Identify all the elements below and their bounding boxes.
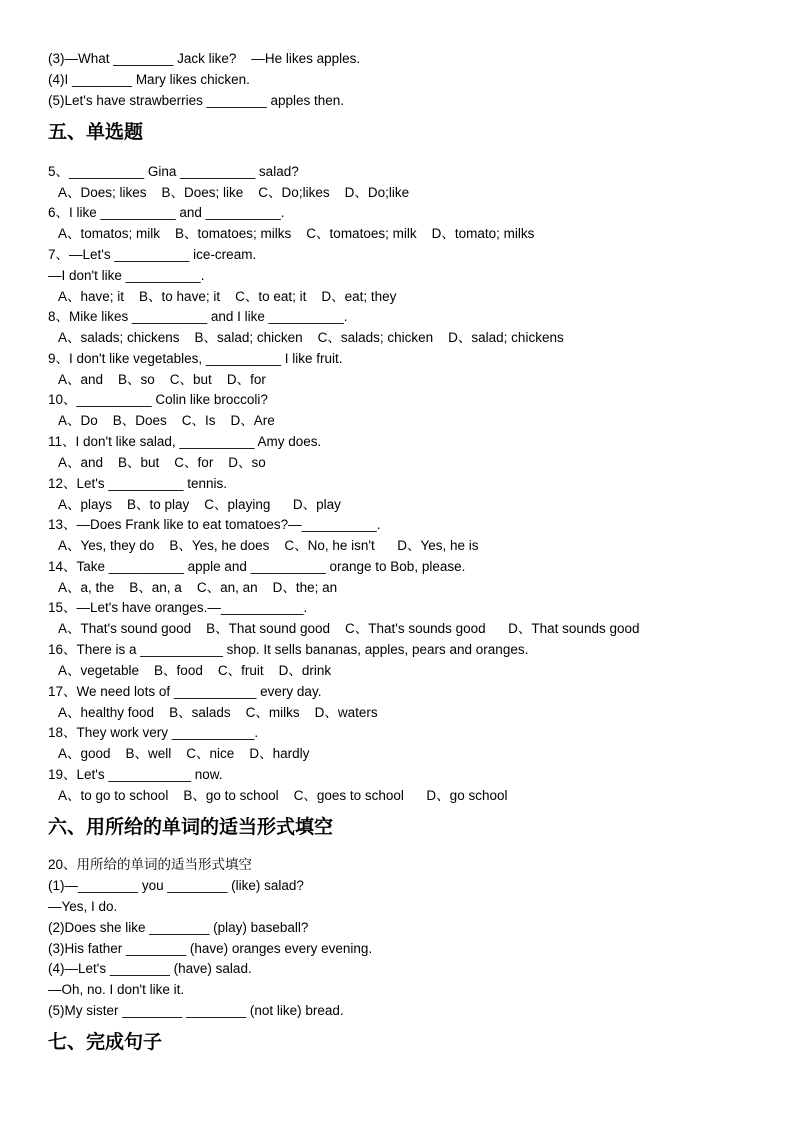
section-5-heading: 五、单选题 [48, 121, 144, 143]
options-15: A、That's sound good B、That sound good C、That's sounds good D、That sounds good [58, 621, 640, 636]
question-20-5: (5)My sister ________ ________ (not like) bread. [48, 1003, 344, 1018]
options-12: A、plays B、to play C、playing D、play [58, 497, 341, 512]
question-18: 18、They work very ___________. [48, 725, 259, 740]
options-11: A、and B、but C、for D、so [58, 455, 266, 470]
options-8: A、salads; chickens B、salad; chicken C、salads; chicken D、salad; chickens [58, 330, 564, 345]
options-7: A、have; it B、to have; it C、to eat; it D、eat; they [58, 289, 397, 304]
question-20-2: (2)Does she like ________ (play) baseball? [48, 920, 309, 935]
question-17: 17、We need lots of ___________ every day. [48, 684, 322, 699]
question-10: 10、__________ Colin like broccoli? [48, 392, 268, 407]
options-14: A、a, the B、an, a C、an, an D、the; an [58, 580, 338, 595]
question-7-reply: —I don't like __________. [48, 268, 205, 283]
options-18: A、good B、well C、nice D、hardly [58, 746, 310, 761]
question-20-1: (1)—________ you ________ (like) salad? [48, 878, 304, 893]
question-12: 12、Let's __________ tennis. [48, 476, 227, 491]
section-6-heading: 六、用所给的单词的适当形式填空 [48, 816, 334, 838]
question-13: 13、—Does Frank like to eat tomatoes?—__________. [48, 517, 381, 532]
options-13: A、Yes, they do B、Yes, he does C、No, he isn't D、Yes, he is [58, 538, 479, 553]
question-20-1-reply: —Yes, I do. [48, 899, 118, 914]
question-19: 19、Let's ___________ now. [48, 767, 223, 782]
question-16: 16、There is a ___________ shop. It sells bananas, apples, pears and oranges. [48, 642, 529, 657]
question-7: 7、—Let's __________ ice-cream. [48, 247, 257, 262]
question-4-3: (3)—What ________ Jack like? —He likes apples. [48, 51, 361, 66]
options-17: A、healthy food B、salads C、milks D、waters [58, 705, 378, 720]
question-6: 6、I like __________ and __________. [48, 205, 285, 220]
question-14: 14、Take __________ apple and __________ orange to Bob, please. [48, 559, 466, 574]
question-5: 5、__________ Gina __________ salad? [48, 164, 299, 179]
question-4-4: (4)I ________ Mary likes chicken. [48, 72, 250, 87]
options-16: A、vegetable B、food C、fruit D、drink [58, 663, 332, 678]
question-8: 8、Mike likes __________ and I like __________. [48, 309, 348, 324]
question-20-4-reply: —Oh, no. I don't like it. [48, 982, 185, 997]
question-11: 11、I don't like salad, __________ Amy does. [48, 434, 322, 449]
options-5: A、Does; likes B、Does; like C、Do;likes D、Do;like [58, 185, 410, 200]
options-6: A、tomatos; milk B、tomatoes; milks C、tomatoes; milk D、tomato; milks [58, 226, 535, 241]
question-20-3: (3)His father ________ (have) oranges every evening. [48, 941, 373, 956]
question-4-5: (5)Let's have strawberries ________ apples then. [48, 93, 345, 108]
question-20-4: (4)—Let's ________ (have) salad. [48, 961, 252, 976]
options-9: A、and B、so C、but D、for [58, 372, 266, 387]
question-15: 15、—Let's have oranges.—___________. [48, 600, 308, 615]
question-9: 9、I don't like vegetables, __________ I like fruit. [48, 351, 343, 366]
options-19: A、to go to school B、go to school C、goes to school D、go school [58, 788, 508, 803]
question-20: 20、用所给的单词的适当形式填空 [48, 857, 253, 872]
options-10: A、Do B、Does C、Is D、Are [58, 413, 275, 428]
section-7-heading: 七、完成句子 [48, 1031, 163, 1053]
